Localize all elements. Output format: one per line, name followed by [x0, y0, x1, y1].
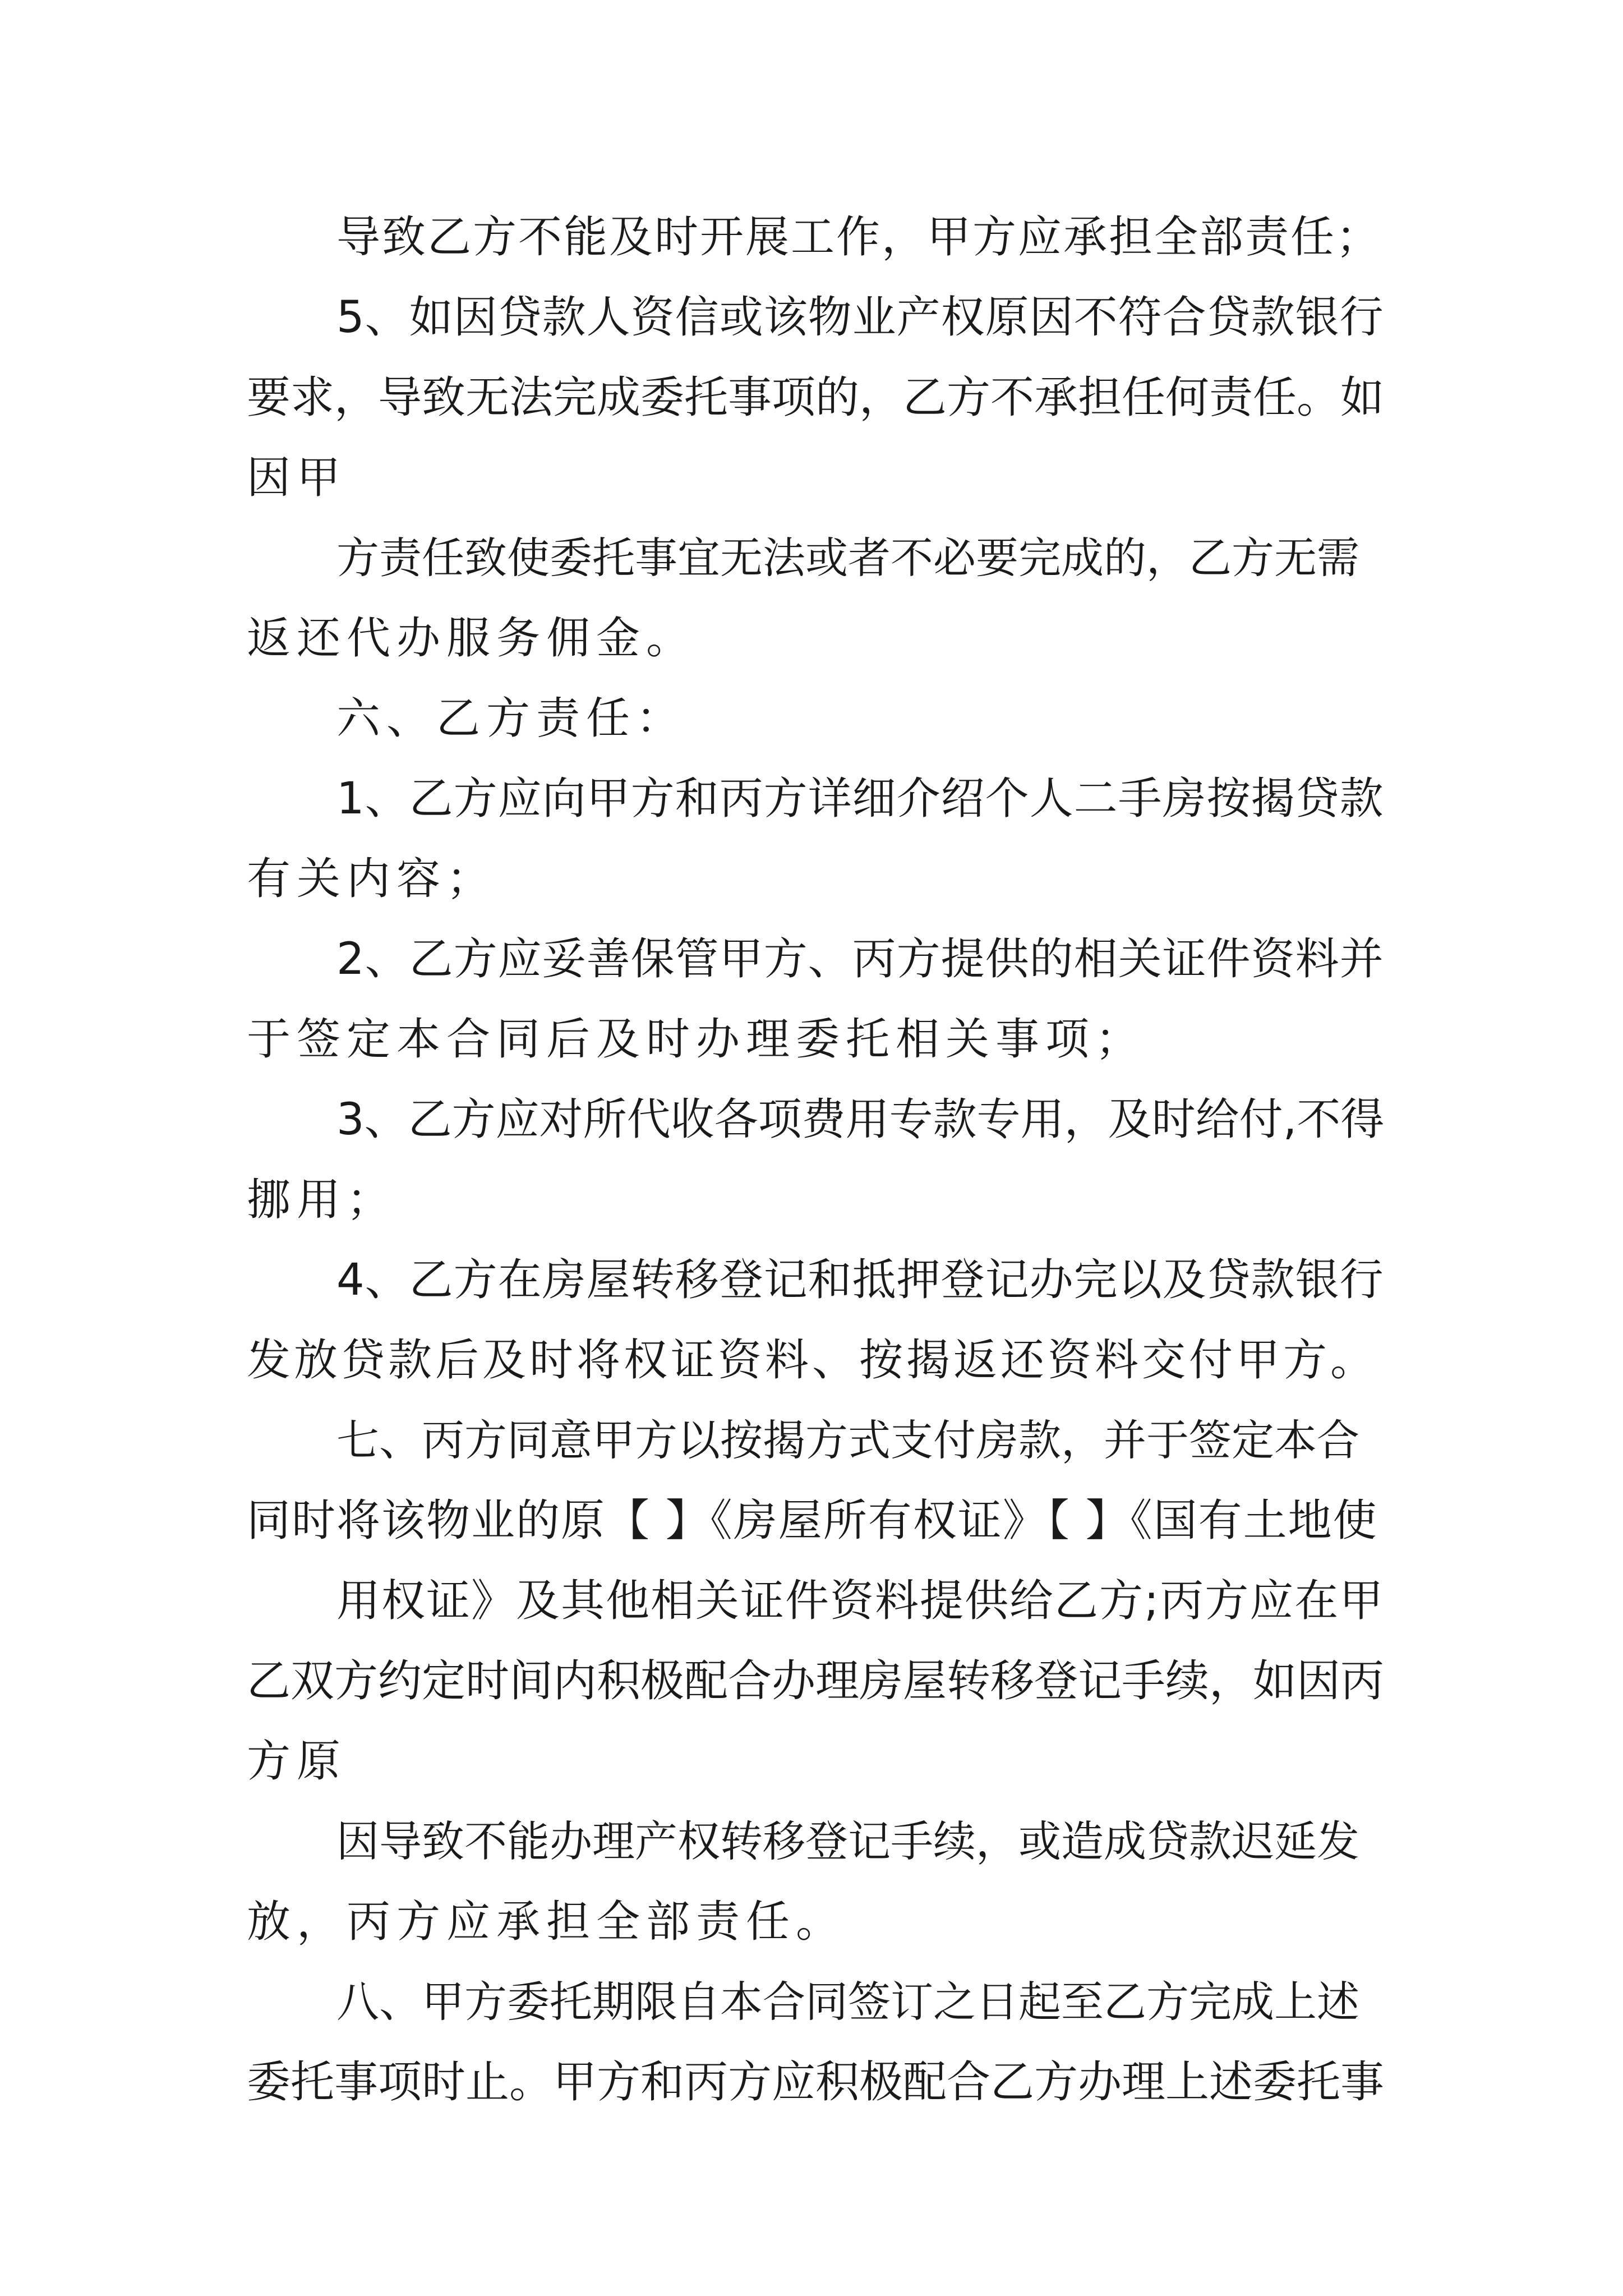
text-line: 2、乙方应妥善保管甲方、丙方提供的相关证件资料并 [336, 934, 1384, 984]
text-line: 同时将该物业的原【 】《房屋所有权证》【 】《国有土地使 [247, 1496, 1378, 1546]
text-line: 1、乙方应向甲方和丙方详细介绍个人二手房按揭贷款 [336, 774, 1384, 824]
text-line: 有关内容； [247, 854, 497, 904]
text-line: 返还代办服务佣金。 [247, 613, 697, 664]
text-line: 5、如因贷款人资信或该物业产权原因不符合贷款银行 [336, 292, 1384, 343]
text-line: 用权证》及其他相关证件资料提供给乙方;丙方应在甲 [336, 1576, 1385, 1626]
text-line: 导致乙方不能及时开展工作，甲方应承担全部责任； [336, 212, 1382, 263]
text-line: 委托事项时止。甲方和丙方应积极配合乙方办理上述委托事 [247, 2057, 1385, 2108]
text-line: 方原 [247, 1736, 347, 1787]
text-line: 因导致不能办理产权转移登记手续，或造成贷款迟延发 [336, 1816, 1359, 1866]
text-line: 3、乙方应对所代收各项费用专款专用，及时给付,不得 [336, 1094, 1385, 1145]
text-line: 于签定本合同后及时办理委托相关事项； [247, 1014, 1146, 1065]
text-line: 因甲 [247, 453, 347, 503]
text-line: 4、乙方在房屋转移登记和抵押登记办完以及贷款银行 [336, 1255, 1384, 1305]
text-line: 八、甲方委托期限自本合同签订之日起至乙方完成上述 [336, 1977, 1359, 2027]
text-line: 挪用； [247, 1175, 397, 1225]
text-line: 六、乙方责任： [336, 693, 686, 744]
text-line: 方责任致使委托事宜无法或者不必要完成的，乙方无需 [336, 533, 1359, 583]
text-line: 放，丙方应承担全部责任。 [247, 1897, 846, 1947]
text-line: 要求，导致无法完成委托事项的，乙方不承担任何责任。如 [247, 372, 1385, 423]
text-line: 乙双方约定时间内积极配合办理房屋转移登记手续，如因丙 [247, 1656, 1385, 1706]
text-line: 七、丙方同意甲方以按揭方式支付房款，并于签定本合 [336, 1415, 1359, 1465]
text-line: 发放贷款后及时将权证资料、按揭返还资料交付甲方。 [247, 1335, 1378, 1386]
contract-body-text [247, 210, 1385, 2136]
